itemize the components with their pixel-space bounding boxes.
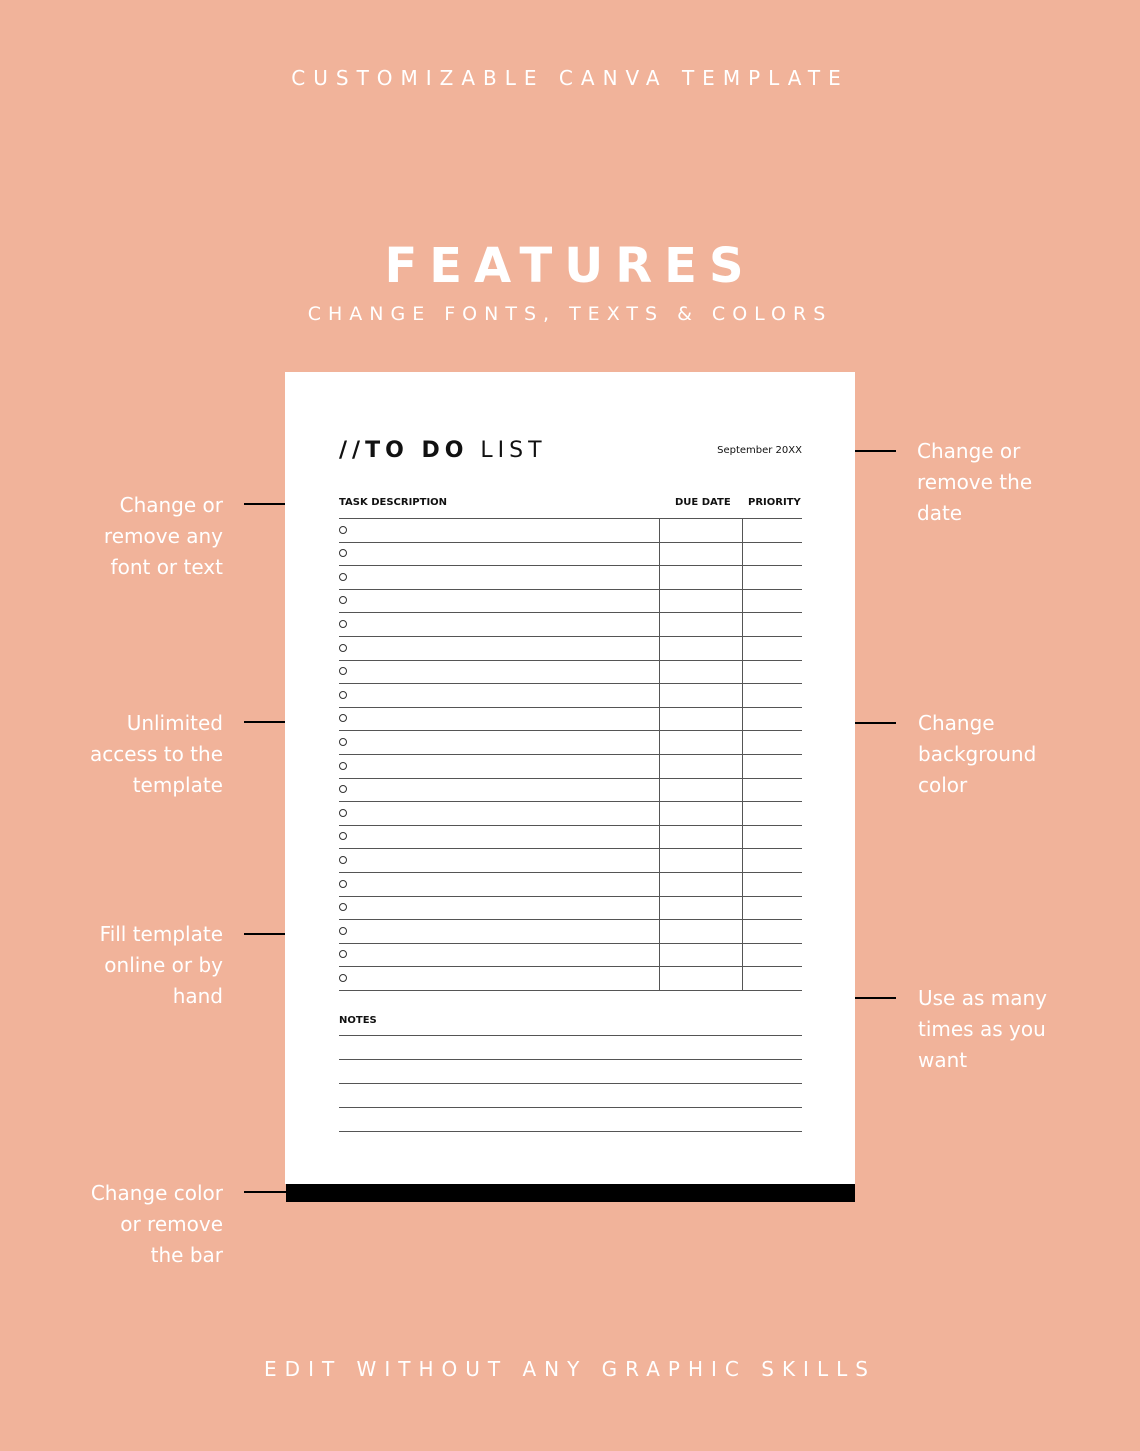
column-divider	[659, 518, 660, 990]
callout-font-text	[43, 490, 223, 583]
features-heading: FEATURES	[384, 238, 756, 294]
callout-unlimited-access	[43, 708, 223, 801]
table-row-line	[339, 589, 802, 590]
table-row-line	[339, 990, 802, 991]
callout-line: Fill template	[99, 922, 223, 946]
callout-line: Unlimited	[126, 711, 223, 735]
callout-line: online or by	[104, 953, 223, 977]
notes-line	[339, 1107, 802, 1108]
table-row-line	[339, 565, 802, 566]
callout-line: template	[132, 773, 223, 797]
title-prefix: //	[339, 438, 366, 463]
callout-line: background	[918, 742, 1037, 766]
todo-template-page	[285, 372, 855, 1184]
callout-line: the bar	[150, 1243, 223, 1267]
task-checkbox-circle[interactable]	[339, 549, 347, 557]
document-title	[339, 438, 547, 463]
task-checkbox-circle[interactable]	[339, 596, 347, 604]
task-checkbox-circle[interactable]	[339, 714, 347, 722]
callout-date	[917, 436, 1097, 529]
table-row-line	[339, 707, 802, 708]
task-checkbox-circle[interactable]	[339, 620, 347, 628]
callout-background	[918, 708, 1098, 801]
callout-line: remove any	[103, 524, 223, 548]
bottom-bar	[286, 1184, 855, 1202]
table-row-line	[339, 730, 802, 731]
table-row-line	[339, 966, 802, 967]
task-checkbox-circle[interactable]	[339, 667, 347, 675]
callout-line: Change	[918, 711, 995, 735]
callout-line: remove the	[917, 470, 1033, 494]
task-checkbox-circle[interactable]	[339, 856, 347, 864]
callout-line: access to the	[89, 742, 223, 766]
bottom-title: EDIT WITHOUT ANY GRAPHIC SKILLS	[264, 1357, 876, 1381]
title-light: LIST	[480, 438, 547, 463]
callout-line: hand	[172, 984, 223, 1008]
task-checkbox-circle[interactable]	[339, 927, 347, 935]
table-row-line	[339, 825, 802, 826]
table-row-line	[339, 919, 802, 920]
table-row-line	[339, 872, 802, 873]
task-checkbox-circle[interactable]	[339, 644, 347, 652]
table-row-line	[339, 778, 802, 779]
callout-line: Change or	[917, 439, 1021, 463]
task-checkbox-circle[interactable]	[339, 809, 347, 817]
callout-line: times as you	[918, 1017, 1046, 1041]
task-checkbox-circle[interactable]	[339, 573, 347, 581]
task-checkbox-circle[interactable]	[339, 691, 347, 699]
notes-line	[339, 1035, 802, 1036]
callout-use-many	[918, 983, 1098, 1076]
notes-line	[339, 1083, 802, 1084]
task-checkbox-circle[interactable]	[339, 950, 347, 958]
notes-line	[339, 1131, 802, 1132]
callout-line: Change color	[90, 1181, 223, 1205]
table-row-line	[339, 518, 802, 519]
table-row-line	[339, 612, 802, 613]
callout-line: font or text	[110, 555, 223, 579]
task-checkbox-circle[interactable]	[339, 526, 347, 534]
table-row-line	[339, 801, 802, 802]
table-row-line	[339, 683, 802, 684]
table-row-line	[339, 754, 802, 755]
column-divider	[742, 518, 743, 990]
task-checkbox-circle[interactable]	[339, 903, 347, 911]
task-checkbox-circle[interactable]	[339, 785, 347, 793]
notes-label: NOTES	[339, 1015, 377, 1026]
column-task-description: TASK DESCRIPTION	[339, 497, 448, 508]
notes-line	[339, 1059, 802, 1060]
task-checkbox-circle[interactable]	[339, 880, 347, 888]
callout-line: date	[917, 501, 963, 525]
table-row-line	[339, 848, 802, 849]
task-checkbox-circle[interactable]	[339, 974, 347, 982]
task-checkbox-circle[interactable]	[339, 762, 347, 770]
column-priority: PRIORITY	[748, 497, 801, 508]
callout-line: color	[918, 773, 968, 797]
table-row-line	[339, 542, 802, 543]
table-row-line	[339, 896, 802, 897]
callout-line: Change or	[119, 493, 223, 517]
column-due-date: DUE DATE	[675, 497, 731, 508]
callout-line: or remove	[120, 1212, 223, 1236]
task-checkbox-circle[interactable]	[339, 738, 347, 746]
document-date: September 20XX	[717, 445, 802, 456]
callout-line: want	[918, 1048, 968, 1072]
title-bold: TO DO	[365, 438, 469, 463]
table-row-line	[339, 660, 802, 661]
callout-line: Use as many	[918, 986, 1048, 1010]
callout-fill-template	[43, 919, 223, 1012]
callout-bar	[43, 1178, 223, 1271]
table-row-line	[339, 636, 802, 637]
top-title: CUSTOMIZABLE CANVA TEMPLATE	[291, 66, 849, 90]
task-checkbox-circle[interactable]	[339, 832, 347, 840]
connector-line	[244, 1191, 286, 1193]
table-row-line	[339, 943, 802, 944]
features-subtitle: CHANGE FONTS, TEXTS & COLORS	[307, 303, 833, 325]
